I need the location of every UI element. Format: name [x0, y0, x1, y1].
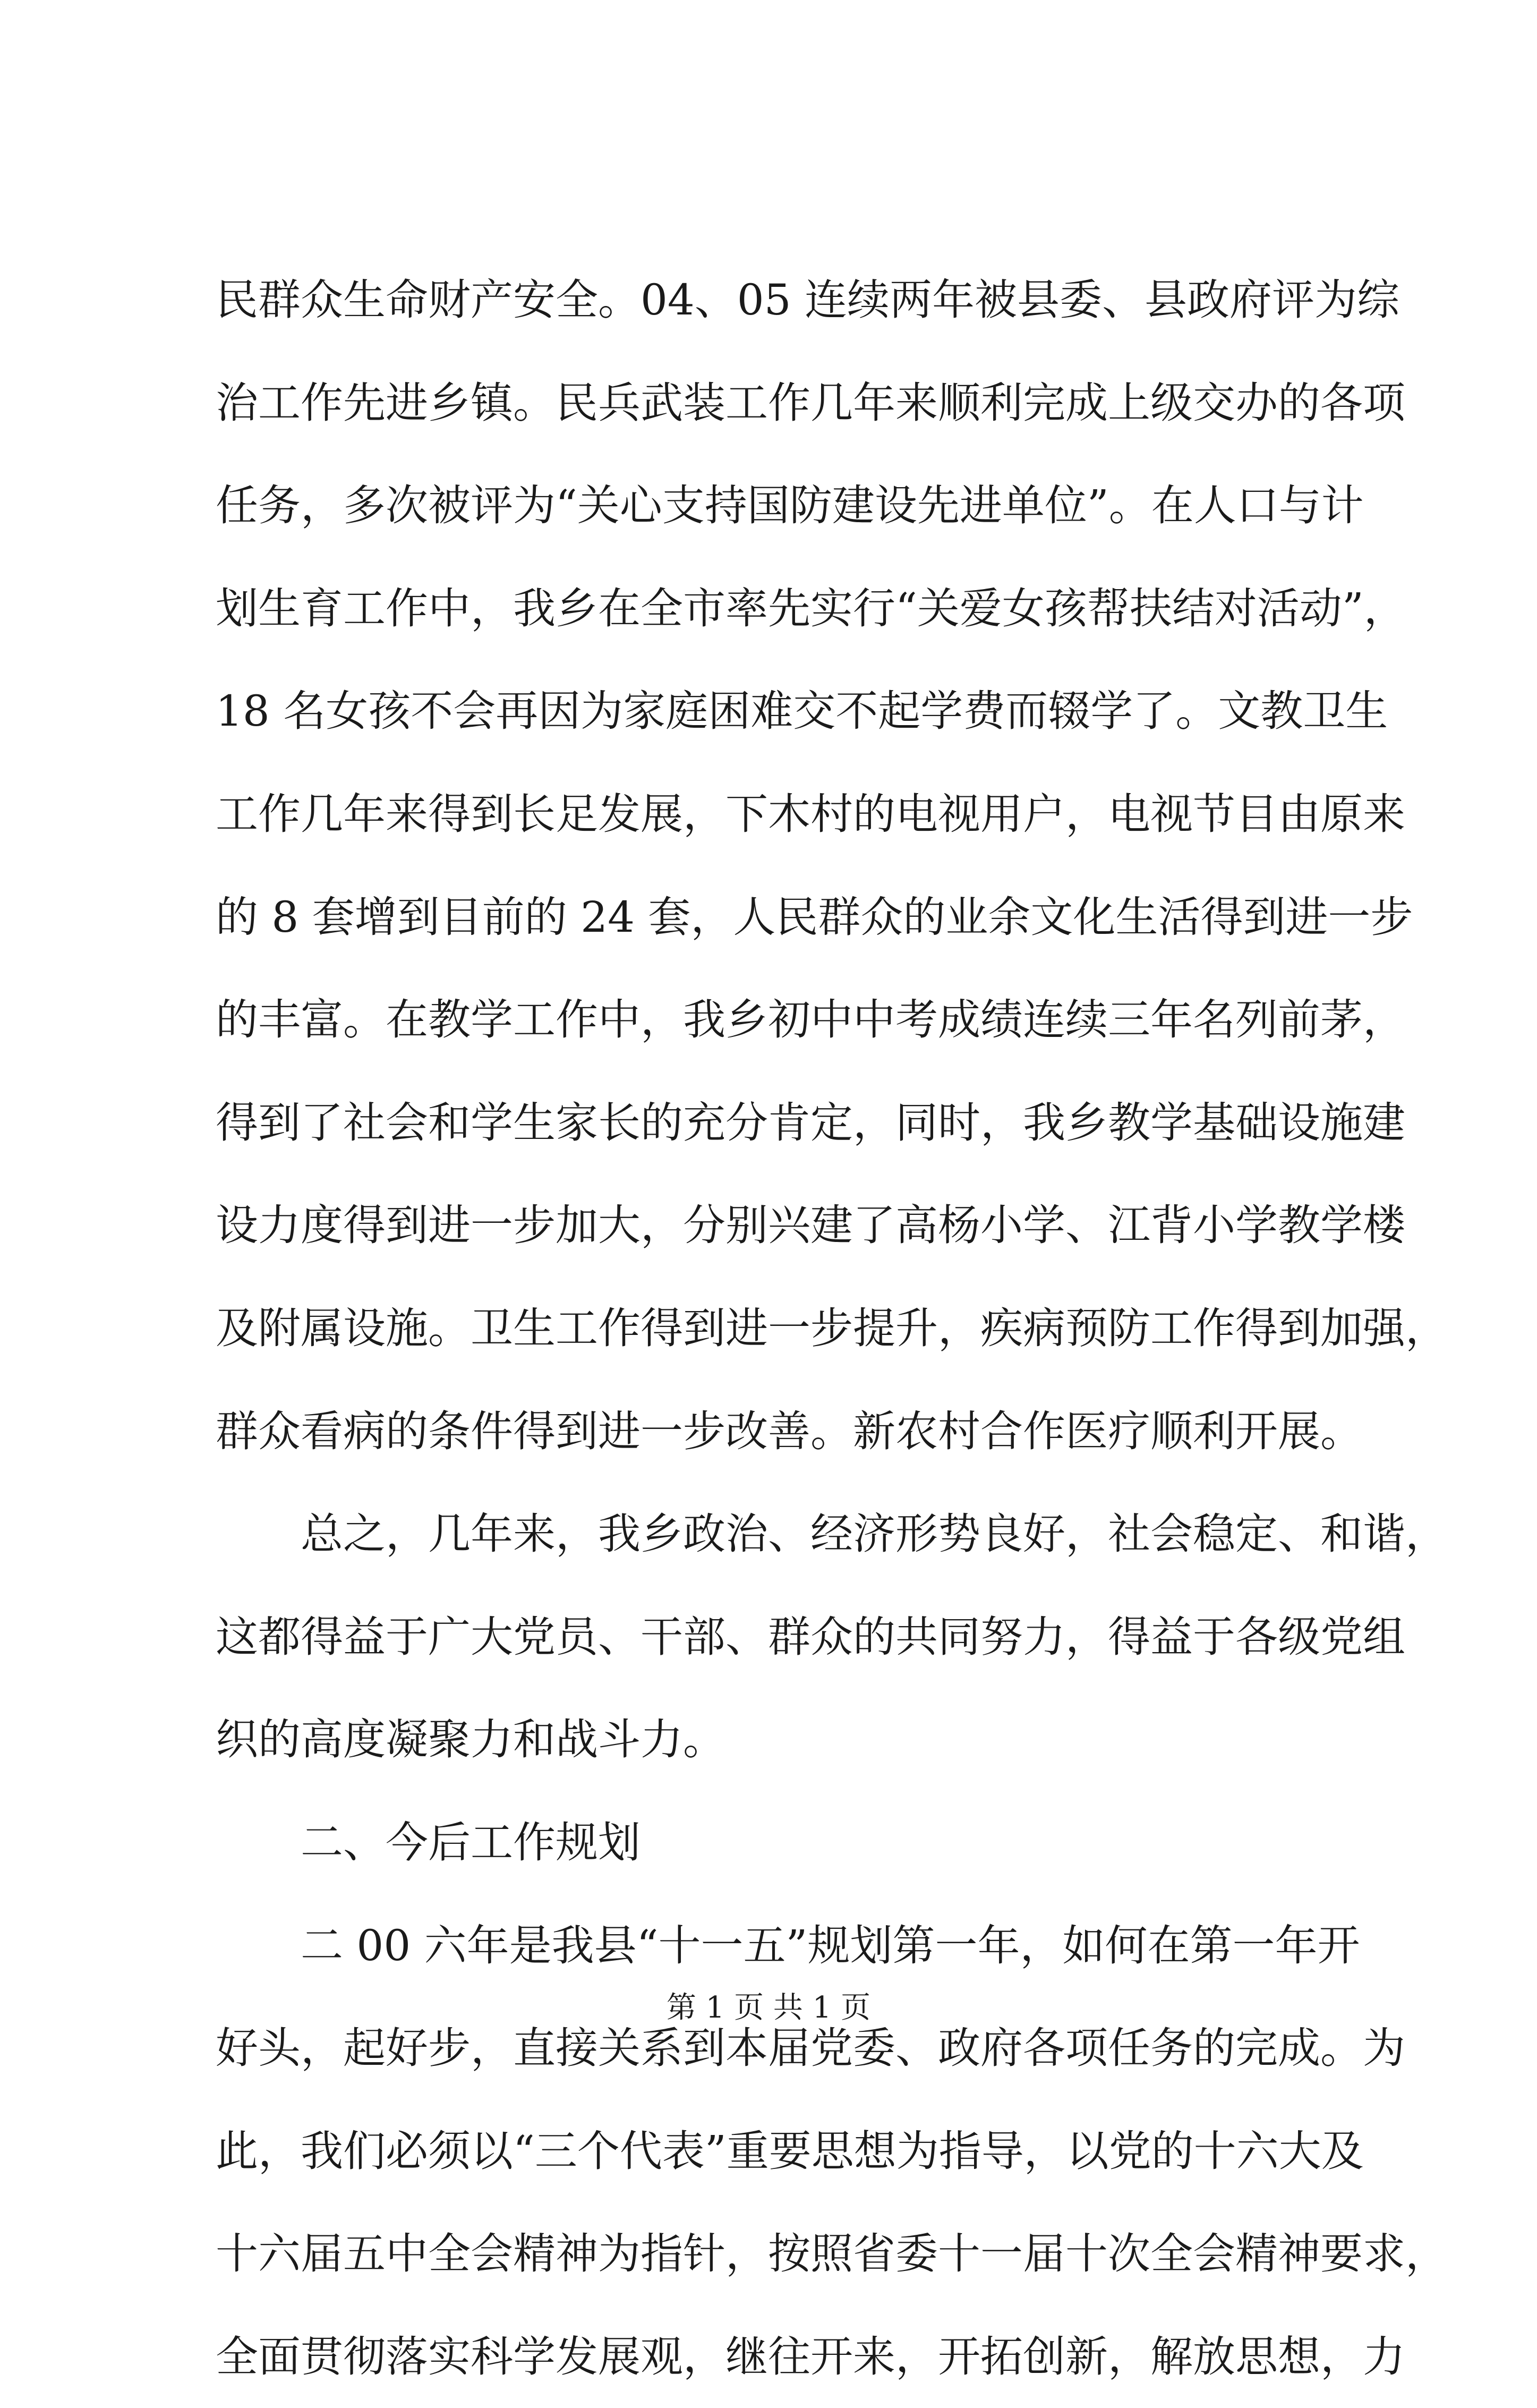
text-line: 织的高度凝聚力和战斗力。 [216, 1688, 1342, 1791]
section-heading-text: 二、今后工作规划 [216, 1791, 1342, 1894]
text-line: 18 名女孩不会再因为家庭困难交不起学费而辍学了。文教卫生 [216, 660, 1342, 763]
text-line: 设力度得到进一步加大，分别兴建了高杨小学、江背小学教学楼 [216, 1174, 1342, 1277]
text-line: 的丰富。在教学工作中，我乡初中中考成绩连续三年名列前茅， [216, 968, 1342, 1071]
text-line: 的 8 套增到目前的 24 套，人民群众的业余文化生活得到进一步 [216, 866, 1342, 969]
text-line: 及附属设施。卫生工作得到进一步提升，疾病预防工作得到加强， [216, 1277, 1342, 1380]
paragraph-plan [216, 1894, 1342, 2408]
text-line: 十六届五中全会精神为指针，按照省委十一届十次全会精神要求， [216, 2202, 1342, 2305]
paragraph-summary [216, 1483, 1342, 1791]
text-line: 此，我们必须以“三个代表”重要思想为指导，以党的十六大及 [216, 2100, 1342, 2203]
text-line: 总之，几年来，我乡政治、经济形势良好，社会稳定、和谐， [216, 1483, 1342, 1586]
text-line: 全面贯彻落实科学发展观，继往开来，开拓创新，解放思想，力 [216, 2305, 1342, 2408]
text-line: 工作几年来得到长足发展，下木村的电视用户，电视节目由原来 [216, 763, 1342, 866]
text-line: 任务，多次被评为“关心支持国防建设先进单位”。在人口与计 [216, 454, 1342, 557]
text-line: 这都得益于广大党员、干部、群众的共同努力，得益于各级党组 [216, 1586, 1342, 1689]
text-line: 好头，起好步，直接关系到本届党委、政府各项任务的完成。为 [216, 1997, 1342, 2100]
text-line: 群众看病的条件得到进一步改善。新农村合作医疗顺利开展。 [216, 1380, 1342, 1483]
text-line: 划生育工作中，我乡在全市率先实行“关爱女孩帮扶结对活动”， [216, 557, 1342, 660]
body-text [216, 249, 1342, 2408]
text-line: 治工作先进乡镇。民兵武装工作几年来顺利完成上级交办的各项 [216, 352, 1342, 455]
paragraph-achievements [216, 249, 1342, 1483]
page-footer: 第 1 页 共 1 页 [0, 1987, 1537, 2029]
section-heading [216, 1791, 1342, 1894]
text-line: 二 00 六年是我县“十一五”规划第一年，如何在第一年开 [216, 1894, 1342, 1997]
text-line: 民群众生命财产安全。04、05 连续两年被县委、县政府评为综 [216, 249, 1342, 352]
text-line: 得到了社会和学生家长的充分肯定，同时，我乡教学基础设施建 [216, 1071, 1342, 1175]
